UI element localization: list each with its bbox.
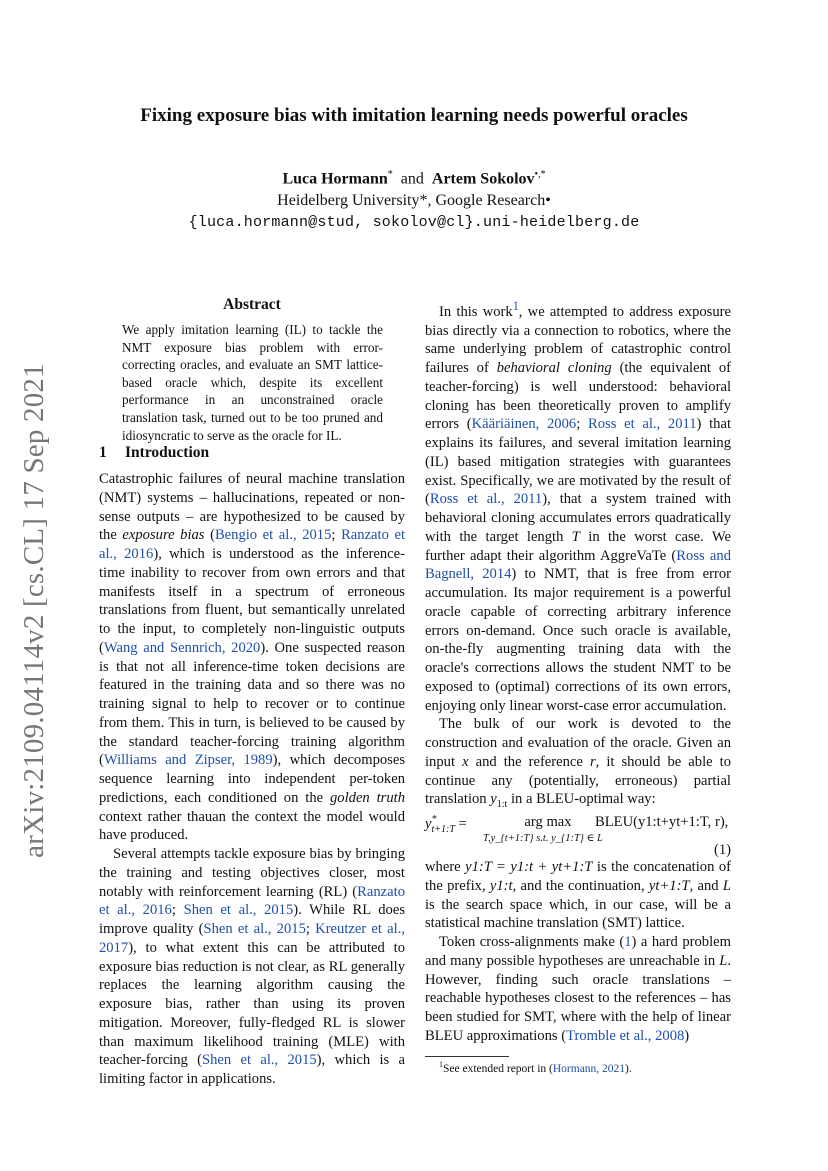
footnote-ref[interactable]: 1 — [512, 299, 519, 313]
equation-rhs: BLEU(y1:t+yt+1:T, r), — [595, 814, 729, 830]
section-heading — [99, 444, 209, 462]
citation-link[interactable]: Ross et al., 2011 — [429, 491, 543, 508]
equation-subscript: T,y_{t+1:T} s.t. y_{1:T} ∈ L — [483, 833, 603, 844]
intro-paragraph-2: Several attempts tackle exposure bias by bringing the training and testing objectives closer, most notably with reinforcement learning (RL) (Ranzato et al., 2016; Shen et al., 2015). While RL does improve quality (Shen et al., 2015; Kreutzer et al., 2017), to what extent this can be attributed to exposure bias reduction is not clear, as RL generally replaces the learning algorithm causing the exposure bias, rather than using its proven mitigation. Moreover, fully-fledged RL is slower than maximum likelihood training (MLE) with teacher-forcing (Shen et al., 2015), which is a limiting factor in applications. — [99, 846, 406, 1087]
author-block — [0, 164, 828, 234]
right-paragraph-3: where y1:T = y1:t + yt+1:T is the concatenation of the prefix, y1:t, and the continuation, yt+1:T, and L is the search space which, in our case, will be a statistical machine translation (SMT) lattice. — [425, 859, 731, 932]
intro-paragraph-1: Catastrophic failures of neural machine translation (NMT) systems – hallucinations, repeated or non-sense outputs – are hypothesized to be caused by the exposure bias (Bengio et al., 2015; Ranzato et al., 2016), which is understood as the inference-time inability to recover from own errors and that manifests itself in a spectrum of erroneous translations from fluent, but semantically unrelated to the input, to completely non-linguistic outputs (Wang and Sennrich, 2020). One suspected reason is that not all inference-time token decisions are featured in the training data and so there was no training signal to help to recover or to continue from them. This in turn, is believed to be caused by the standard teacher-forcing training algorithm (Williams and Zipser, 1989), which decomposes sequence learning into independent per-token predictions, each conditioned on the golden truth context rather thauan the context the model would have produced. — [99, 471, 405, 844]
equation-argmax: arg max — [524, 814, 572, 830]
math-expr: y1:T = y1:t + yt+1:T — [465, 859, 593, 875]
citation-link[interactable]: Wang and Sennrich, 2020 — [103, 639, 261, 656]
affiliation: Heidelberg University*, Google Research• — [277, 192, 551, 210]
emphasis: exposure bias — [122, 527, 205, 544]
section-number: 1 — [99, 444, 107, 461]
citation-link[interactable]: Shen et al., 2015 — [183, 902, 294, 919]
author-email: {luca.hormann@stud, sokolov@cl}.uni-heidelberg.de — [188, 214, 640, 232]
citation-link[interactable]: Kääriäinen, 2006 — [471, 416, 577, 433]
math-var: L — [722, 877, 731, 894]
author-and: and — [400, 170, 424, 188]
math-var: r — [589, 753, 596, 770]
citation-link[interactable]: Ross and Bagnell, 2014 — [425, 547, 731, 583]
math-var: T — [571, 528, 580, 545]
footnote: $^1$See extended report in (Hormann, 2021). — [439, 1060, 632, 1075]
citation-link[interactable]: Kreutzer et al., 2017 — [99, 921, 406, 956]
citation-link[interactable]: Ross et al., 2011 — [587, 416, 697, 433]
math-expr: y1:t — [489, 877, 513, 894]
citation-link[interactable]: Shen et al., 2015 — [202, 1052, 317, 1069]
arxiv-identifier: arXiv:2109.04114v2 [cs.CL] 17 Sep 2021 — [17, 362, 50, 858]
author-1: Luca Hormann — [282, 170, 388, 188]
math-expr: yt+1:T — [648, 877, 690, 894]
abstract-text: We apply imitation learning (IL) to tackle the NMT exposure bias problem with error-correcting oracles, and evaluate an SMT lattice-based oracle which, despite its excellent performance in an unconstrained oracle translation task, turned out to be too pruned and idiosyncratic to serve as the oracle for IL. — [122, 322, 383, 443]
author-2: Artem Sokolov — [431, 170, 535, 188]
equation-number: (1) — [713, 842, 731, 858]
emphasis: behavioral cloning — [496, 360, 612, 377]
citation-link[interactable]: Williams and Zipser, 1989 — [103, 752, 273, 769]
math-var: y — [490, 791, 497, 808]
right-column-top — [425, 297, 731, 815]
equation-ref-link[interactable]: 1 — [624, 934, 632, 950]
citation-link[interactable]: Shen et al., 2015 — [203, 921, 306, 937]
footnote-mark: 1 — [439, 1060, 443, 1069]
citation-link[interactable]: Bengio et al., 2015 — [214, 527, 332, 544]
right-column-bottom — [425, 858, 731, 1046]
arxiv-sidebar — [10, 362, 58, 858]
math-var: L — [719, 952, 728, 969]
citation-link[interactable]: Tromble et al., 2008 — [566, 1027, 685, 1044]
paper-title: Fixing exposure bias with imitation learning needs powerful oracles — [140, 105, 688, 126]
section-title: Introduction — [125, 444, 210, 461]
citation-link[interactable]: Ranzato et al., 2016 — [99, 883, 405, 919]
emphasis: golden truth — [330, 789, 405, 806]
equation-lhs: $y^*_{t+1:T}$ = — [425, 814, 467, 835]
right-paragraph-4: Token cross-alignments make (1) a hard problem and many possible hypotheses are unreachable in L. However, finding such oracle translations – reachable hypotheses closest to the references – has been studied for SMT, where with the help of linear BLEU approximations (Tromble et al., 2008) — [425, 934, 731, 1044]
math-var: x — [462, 753, 469, 770]
abstract-heading: Abstract — [223, 296, 281, 313]
citation-link[interactable]: Ranzato et al., 2016 — [99, 527, 405, 562]
footnote-rule — [425, 1056, 509, 1057]
author-2-mark: •,* — [534, 169, 546, 180]
author-1-mark: * — [387, 169, 393, 180]
right-paragraph-2: The bulk of our work is devoted to the construction and evaluation of the oracle. Given an input x and the reference r, it should be able to continue any (potentially, erroneous) partial translation $y_{1:t}$ in a BLEU-optimal way: — [425, 716, 732, 811]
right-paragraph-1: In this work$^1$, we attempted to address exposure bias directly via a connection to robotics, where the same underlying problem of catastrophic control failures of behavioral cloning (the equivalent of teacher-forcing) is well understood: behavioral cloning has been theoretically proven to amplify errors (Kääriäinen, 2006; Ross et al., 2011) that explains its failures, and several imitation learning (IL) based mitigation strategies with guarantees exist. Specifically, we are motivated by the result of (Ross et al., 2011), that a system trained with behavioral cloning accumulates errors quadratically with the target length T in the worst case. We further adapt their algorithm AggreVaTe (Ross and Bagnell, 2014) to NMT, that is free from error accumulation. Its major requirement is a powerful oracle capable of correcting arbitrary inference errors on-demand. Once such oracle is available, on-the-fly augmenting training data with the oracle's corrections allows the student NMT to be exposed to (optimal) corrections of its own errors, enjoying only linear worst-case error accumulation. — [425, 299, 732, 714]
left-column — [99, 470, 405, 1089]
math-sub: 1:t — [496, 799, 508, 811]
citation-link[interactable]: Hormann, 2021 — [552, 1062, 626, 1075]
